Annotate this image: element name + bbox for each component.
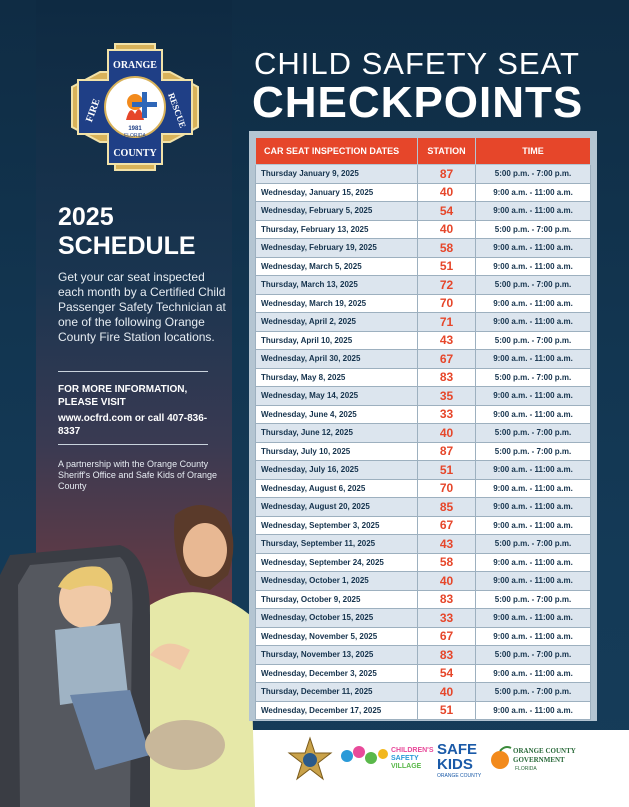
date-cell: Thursday, July 10, 2025 xyxy=(256,442,418,461)
date-cell: Thursday, September 11, 2025 xyxy=(256,535,418,554)
time-cell: 9:00 a.m. - 11:00 a.m. xyxy=(476,202,591,221)
date-cell: Wednesday, October 1, 2025 xyxy=(256,572,418,591)
date-cell: Wednesday, July 16, 2025 xyxy=(256,461,418,480)
date-cell: Wednesday, May 14, 2025 xyxy=(256,387,418,406)
date-cell: Thursday, April 10, 2025 xyxy=(256,331,418,350)
time-cell: 9:00 a.m. - 11:00 a.m. xyxy=(476,239,591,258)
station-cell: 33 xyxy=(418,609,476,628)
time-cell: 5:00 p.m. - 7:00 p.m. xyxy=(476,424,591,443)
station-cell: 43 xyxy=(418,331,476,350)
time-cell: 9:00 a.m. - 11:00 a.m. xyxy=(476,257,591,276)
table-row xyxy=(256,183,591,202)
station-cell: 67 xyxy=(418,516,476,535)
station-cell: 40 xyxy=(418,220,476,239)
time-cell: 9:00 a.m. - 11:00 a.m. xyxy=(476,516,591,535)
date-cell: Wednesday, November 5, 2025 xyxy=(256,627,418,646)
time-cell: 5:00 p.m. - 7:00 p.m. xyxy=(476,535,591,554)
childrens-safety-village-logo xyxy=(341,746,434,770)
date-cell: Wednesday, August 20, 2025 xyxy=(256,498,418,517)
table-row xyxy=(256,313,591,332)
ocg-line1: ORANGE COUNTY xyxy=(513,747,576,755)
time-cell: 9:00 a.m. - 11:00 a.m. xyxy=(476,294,591,313)
schedule-label: SCHEDULE xyxy=(58,232,196,260)
date-cell: Wednesday, September 24, 2025 xyxy=(256,553,418,572)
station-cell: 72 xyxy=(418,276,476,295)
table-row xyxy=(256,535,591,554)
date-cell: Wednesday, April 30, 2025 xyxy=(256,350,418,369)
table-header-row xyxy=(256,138,591,165)
time-cell: 9:00 a.m. - 11:00 a.m. xyxy=(476,313,591,332)
table-row xyxy=(256,479,591,498)
table-row xyxy=(256,609,591,628)
date-cell: Wednesday, February 5, 2025 xyxy=(256,202,418,221)
info-contact: www.ocfrd.com or call 407-836-8337 xyxy=(58,413,208,437)
safe-kids-sub: ORANGE COUNTY xyxy=(437,773,482,779)
station-cell: 87 xyxy=(418,165,476,184)
date-cell: Wednesday, August 6, 2025 xyxy=(256,479,418,498)
station-cell: 51 xyxy=(418,461,476,480)
time-cell: 5:00 p.m. - 7:00 p.m. xyxy=(476,646,591,665)
table-row xyxy=(256,498,591,517)
date-cell: Wednesday, December 3, 2025 xyxy=(256,664,418,683)
table-row xyxy=(256,590,591,609)
date-cell: Wednesday, January 15, 2025 xyxy=(256,183,418,202)
table-row xyxy=(256,701,591,720)
table-row xyxy=(256,442,591,461)
time-cell: 5:00 p.m. - 7:00 p.m. xyxy=(476,331,591,350)
station-cell: 40 xyxy=(418,183,476,202)
csv-line2: SAFETY xyxy=(391,755,419,762)
time-cell: 9:00 a.m. - 11:00 a.m. xyxy=(476,572,591,591)
table-row xyxy=(256,646,591,665)
time-cell: 9:00 a.m. - 11:00 a.m. xyxy=(476,183,591,202)
time-cell: 5:00 p.m. - 7:00 p.m. xyxy=(476,276,591,295)
station-cell: 70 xyxy=(418,294,476,313)
date-cell: Thursday, March 13, 2025 xyxy=(256,276,418,295)
date-cell: Thursday, December 11, 2025 xyxy=(256,683,418,702)
time-cell: 9:00 a.m. - 11:00 a.m. xyxy=(476,701,591,720)
logo-text-left: FIRE xyxy=(84,97,103,124)
time-cell: 9:00 a.m. - 11:00 a.m. xyxy=(476,627,591,646)
ocg-line3: FLORIDA xyxy=(515,766,537,772)
date-cell: Thursday, October 9, 2025 xyxy=(256,590,418,609)
mother-child-car-seat-photo xyxy=(0,495,260,807)
table-row xyxy=(256,516,591,535)
time-cell: 5:00 p.m. - 7:00 p.m. xyxy=(476,442,591,461)
partner-logos xyxy=(285,736,585,786)
station-cell: 67 xyxy=(418,627,476,646)
station-cell: 51 xyxy=(418,257,476,276)
safe-kids-logo xyxy=(437,741,482,779)
logo-state: FLORIDA xyxy=(124,133,146,139)
table-row xyxy=(256,461,591,480)
kids-text: KIDS xyxy=(437,756,473,773)
table-row xyxy=(256,627,591,646)
time-cell: 9:00 a.m. - 11:00 a.m. xyxy=(476,664,591,683)
table-row xyxy=(256,424,591,443)
logo-text-bottom: COUNTY xyxy=(113,148,157,159)
schedule-table-frame xyxy=(249,131,597,721)
station-cell: 40 xyxy=(418,683,476,702)
logo-year: 1981 xyxy=(128,126,142,132)
station-cell: 85 xyxy=(418,498,476,517)
intro-text: Get your car seat inspected each month by a Certified Child Passenger Safety Technician at one of the following Orange County Fire Station locations. xyxy=(58,270,226,344)
csv-line1: CHILDREN'S xyxy=(391,747,434,754)
orange-county-government-logo xyxy=(491,747,576,772)
time-cell: 9:00 a.m. - 11:00 a.m. xyxy=(476,405,591,424)
schedule-title xyxy=(58,203,196,261)
time-cell: 9:00 a.m. - 11:00 a.m. xyxy=(476,498,591,517)
schedule-year: 2025 xyxy=(58,203,114,231)
date-cell: Thursday, May 8, 2025 xyxy=(256,368,418,387)
date-cell: Thursday, November 13, 2025 xyxy=(256,646,418,665)
date-cell: Wednesday, March 19, 2025 xyxy=(256,294,418,313)
table-row xyxy=(256,368,591,387)
ocg-line2: GOVERNMENT xyxy=(513,756,565,764)
station-cell: 54 xyxy=(418,202,476,221)
table-row xyxy=(256,331,591,350)
date-cell: Wednesday, September 3, 2025 xyxy=(256,516,418,535)
table-row xyxy=(256,553,591,572)
date-cell: Thursday, February 13, 2025 xyxy=(256,220,418,239)
headline-line2: CHECKPOINTS xyxy=(252,78,584,127)
table-row xyxy=(256,276,591,295)
header-dates: CAR SEAT INSPECTION DATES xyxy=(256,138,418,165)
date-cell: Wednesday, February 19, 2025 xyxy=(256,239,418,258)
table-row xyxy=(256,405,591,424)
table-row xyxy=(256,664,591,683)
divider-1 xyxy=(58,371,208,372)
csv-line3: VILLAGE xyxy=(391,763,422,770)
station-cell: 83 xyxy=(418,590,476,609)
table-row xyxy=(256,202,591,221)
table-row xyxy=(256,294,591,313)
time-cell: 5:00 p.m. - 7:00 p.m. xyxy=(476,590,591,609)
logo-text-right: RESCUE xyxy=(166,91,189,130)
table-row xyxy=(256,387,591,406)
station-cell: 83 xyxy=(418,368,476,387)
time-cell: 9:00 a.m. - 11:00 a.m. xyxy=(476,609,591,628)
table-row xyxy=(256,350,591,369)
station-cell: 58 xyxy=(418,553,476,572)
station-cell: 33 xyxy=(418,405,476,424)
table-row xyxy=(256,220,591,239)
time-cell: 9:00 a.m. - 11:00 a.m. xyxy=(476,350,591,369)
station-cell: 71 xyxy=(418,313,476,332)
info-heading: FOR MORE INFORMATION, PLEASE VISIT xyxy=(58,384,188,408)
station-cell: 87 xyxy=(418,442,476,461)
sheriff-star-logo xyxy=(289,738,331,779)
time-cell: 9:00 a.m. - 11:00 a.m. xyxy=(476,387,591,406)
header-station: STATION xyxy=(418,138,476,165)
date-cell: Thursday January 9, 2025 xyxy=(256,165,418,184)
logo-text-top: ORANGE xyxy=(113,60,157,71)
station-cell: 51 xyxy=(418,701,476,720)
time-cell: 9:00 a.m. - 11:00 a.m. xyxy=(476,553,591,572)
station-cell: 43 xyxy=(418,535,476,554)
station-cell: 40 xyxy=(418,572,476,591)
date-cell: Wednesday, June 4, 2025 xyxy=(256,405,418,424)
date-cell: Wednesday, December 17, 2025 xyxy=(256,701,418,720)
time-cell: 9:00 a.m. - 11:00 a.m. xyxy=(476,479,591,498)
time-cell: 9:00 a.m. - 11:00 a.m. xyxy=(476,461,591,480)
time-cell: 5:00 p.m. - 7:00 p.m. xyxy=(476,368,591,387)
station-cell: 54 xyxy=(418,664,476,683)
station-cell: 83 xyxy=(418,646,476,665)
divider-2 xyxy=(58,444,208,445)
table-row xyxy=(256,239,591,258)
station-cell: 58 xyxy=(418,239,476,258)
date-cell: Wednesday, March 5, 2025 xyxy=(256,257,418,276)
station-cell: 35 xyxy=(418,387,476,406)
table-row xyxy=(256,257,591,276)
table-row xyxy=(256,165,591,184)
safe-text: SAFE xyxy=(437,741,478,758)
date-cell: Wednesday, April 2, 2025 xyxy=(256,313,418,332)
headline-line1: CHILD SAFETY SEAT xyxy=(254,46,580,81)
header-time: TIME xyxy=(476,138,591,165)
time-cell: 5:00 p.m. - 7:00 p.m. xyxy=(476,165,591,184)
table-row xyxy=(256,572,591,591)
schedule-table xyxy=(255,137,591,720)
orange-county-fire-rescue-logo xyxy=(70,42,200,172)
partnership-text: A partnership with the Orange County Sheriff's Office and Safe Kids of Orange County xyxy=(58,459,217,491)
date-cell: Thursday, June 12, 2025 xyxy=(256,424,418,443)
station-cell: 67 xyxy=(418,350,476,369)
table-row xyxy=(256,683,591,702)
time-cell: 5:00 p.m. - 7:00 p.m. xyxy=(476,220,591,239)
station-cell: 40 xyxy=(418,424,476,443)
date-cell: Wednesday, October 15, 2025 xyxy=(256,609,418,628)
station-cell: 70 xyxy=(418,479,476,498)
time-cell: 5:00 p.m. - 7:00 p.m. xyxy=(476,683,591,702)
